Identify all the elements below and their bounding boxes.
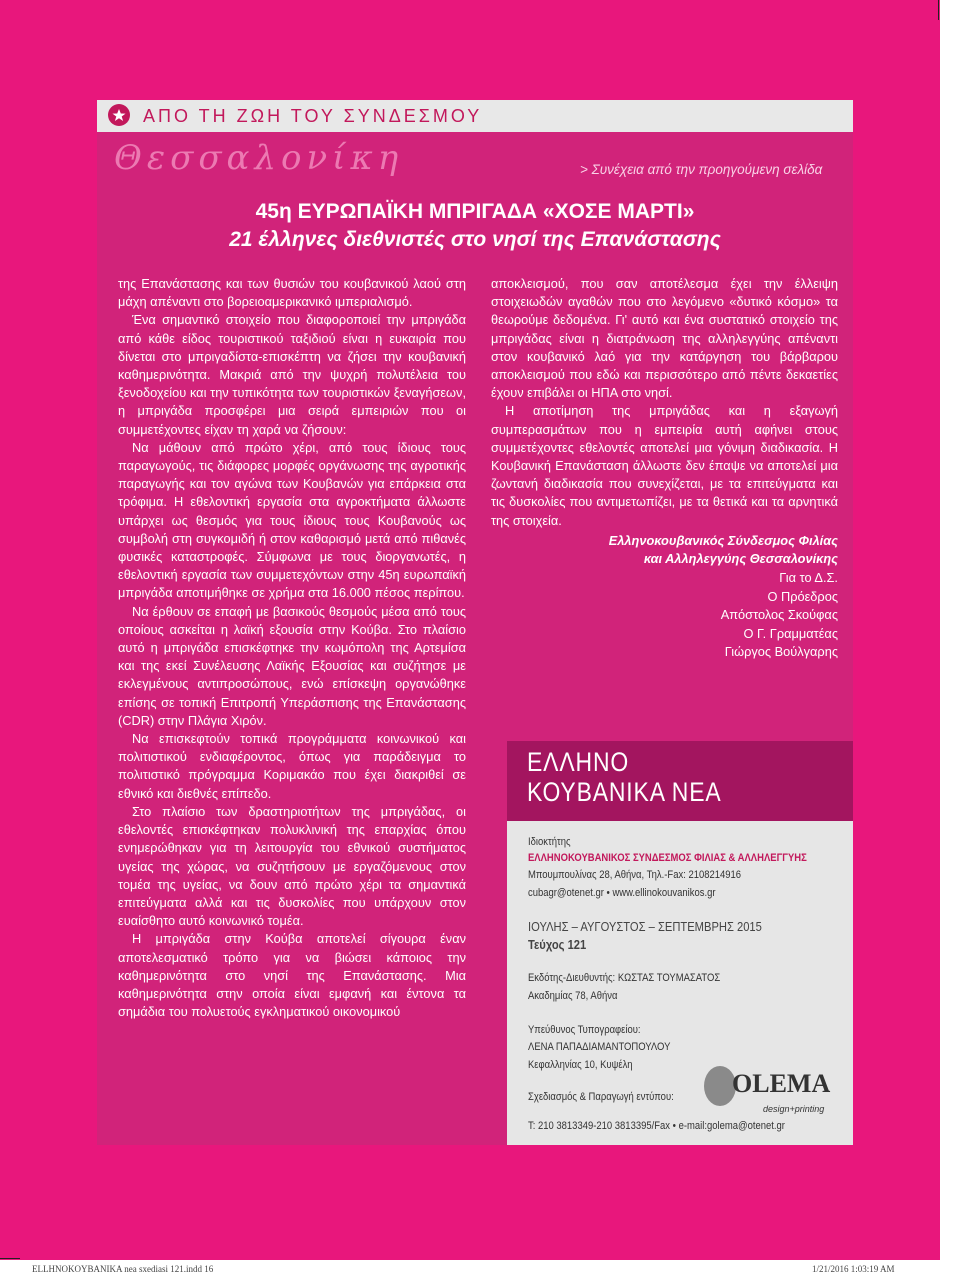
masthead-title-line2: ΚΟΥΒΑΝΙΚΑ ΝΕΑ [527,777,722,807]
paragraph: Η μπριγάδα στην Κούβα αποτελεί σίγουρα έναν αποτελεσματικό τρόπο για να βιώσει κάποιος την καθημερινότητα στο νησί της Επανάστασης. Μια καθημερινότητα στην οποία είναι εμφανή και έντονα τα σημάδια του πολυετούς εγκληματικού οικονομικού [118,931,466,1020]
city-title: Θεσσαλονίκη [114,138,404,178]
logo-text: OLEMA [732,1068,831,1098]
logo-subtitle: design+printing [763,1104,825,1114]
signature-org-line2: και Αλληλεγγύης Θεσσαλονίκης [643,551,838,567]
masthead-title [507,741,853,821]
design-label: Σχεδιασμός & Παραγωγή εντύπου: [528,1091,674,1103]
masthead-title-line1: ΕΛΛΗΝΟ [527,747,630,777]
section-label: ΑΠΟ ΤΗ ΖΩΗ ΤΟΥ ΣΥΝΔΕΣΜΟΥ [143,106,483,126]
headline-sub: 21 έλληνες διεθνιστές στο νησί της Επανάστασης [229,228,721,251]
crop-mark [0,1258,20,1259]
footer-filename: ΕLLHNOKOYBANIKA nea sxediasi 121.indd 16 [32,1264,214,1274]
paragraph: Ένα σημαντικό στοιχείο που διαφοροποιεί την μπριγάδα από κάθε είδος τουριστικού ταξιδιού είναι η ευκαιρία που δίνεται στο μπριγαδίστα-επισκέπτη να ζήσει την κουβανική καθημερινότητα. Μακριά από την ψυχρή πολυτέλεια του ξενοδοχείου και την τυπικότητα των τουριστικών ξεναγήσεων, η μπριγάδα προσφέρει μια σειρά εμπειριών που οι συμμετέχοντες είχαν τη χαρά να ζήσουν: [118,312,466,437]
printing-label: Υπεύθυνος Τυπογραφείου: [528,1024,641,1036]
continued-note: > Συνέχεια από την προηγούμενη σελίδα [580,162,823,177]
footer-timestamp: 1/21/2016 1:03:19 AM [812,1264,895,1274]
article-column-right [491,275,838,662]
paragraph: αποκλεισμού, που σαν αποτέλεσμα έχει την έλλειψη στοιχειωδών αγαθών που στο λεγόμενο «δυτικό κόσμο» τα θεωρούμε δεδομένα. Γι' αυτό και ένα συστατικό στοιχείο της μπριγάδας είναι η διατράνωση της αλληλεγγύης απέναντι στον κουβανικό λαό για την κατάργηση του βάρβαρου αποκλεισμού που εδώ και περισσότερο από πέντε δεκαετίες έχουν επιβάλει οι ΗΠΑ στο νησί. [491,276,838,401]
signature-org-line1: Ελληνοκουβανικός Σύνδεσμος Φιλίας [608,532,838,548]
golema-logo [704,1066,830,1106]
headline-main: 45η ΕΥΡΩΠΑΪΚΗ ΜΠΡΙΓΑΔΑ «ΧΟΣΕ ΜΑΡΤΙ» [255,200,695,223]
owner-address: Μπουμπουλίνας 28, Αθήνα, Τηλ.-Fax: 2108214916 [528,869,742,881]
issue-period: ΙΟΥΛΗΣ – ΑΥΓΟΥΣΤΟΣ – ΣΕΠΤΕΜΒΡΗΣ 2015 [528,919,762,934]
printing-address: Κεφαλληνίας 10, Κυψέλη [528,1059,633,1071]
paragraph: Να έρθουν σε επαφή με βασικούς θεσμούς μέσα από τους οποίους ασκείται η λαϊκή εξουσία στην Κούβα. Στο πλαίσιο αυτό η μπριγάδα επισκέφτηκε την κωμόπολη της Αρτεμίσα και της εκεί Συνέλευσης Λαϊκής Εξουσίας και συζήτησε με εκλεγμένους αντιπροσώπους, ενώ επίσκεψη οργανώθηκε επίσης σε τοπική Επιτροπή Υπεράσπισης της Επανάστασης (CDR) στην Πλάγια Χιρόν. [118,603,466,728]
owner-name: ΕΛΛΗΝΟΚΟΥΒΑΝΙΚΟΣ ΣΥΝΔΕΣΜΟΣ ΦΙΛΙΑΣ & ΑΛΛΗΛΕΓΓΥΗΣ [528,852,807,864]
publisher-address: Ακαδημίας 78, Αθήνα [528,990,618,1002]
paragraph: της Επανάστασης και των θυσιών του κουβανικού λαού στη μάχη απέναντι στο βορειοαμερικανικό ιμπεριαλισμό. [118,276,466,310]
owner-web: cubagr@otenet.gr • www.ellinokouvanikos.gr [528,887,716,899]
signature-secretary-name: Γιώργος Βούλγαρης [724,644,838,660]
publisher: Εκδότης-Διευθυντής: ΚΩΣΤΑΣ ΤΟΥΜΑΣΑΤΟΣ [528,972,721,984]
signature-secretary-title: Ο Γ. Γραμματέας [743,625,838,641]
issue-number: Τεύχος 121 [528,937,587,952]
printing-name: ΛΕΝΑ ΠΑΠΑΔΙΑΜΑΝΤΟΠΟΥΛΟΥ [528,1041,671,1053]
signature-block [491,532,838,662]
paragraph: Να επισκεφτούν τοπικά προγράμματα κοινωνικού και πολιτιστικού ενδιαφέροντος, όπως για παράδειγμα το πολιτιστικό πρόγραμμα Κοριμακάο που έχει διακριθεί σε εθνικό και διεθνές επίπεδο. [118,731,466,801]
paragraph: Η αποτίμηση της μπριγάδας και η εξαγωγή συμπερασμάτων που η εμπειρία αυτή αφήνει στους συμμετέχοντες εθελοντές αποτελεί μια γόνιμη διαδικασία. Η Κουβανική Επανάσταση άλλωστε δεν έπαψε να αποτελεί μια ζωντανή διαδικασία που συνεχίζεται, με τα επιτεύγματα και τις δυσκολίες που αντιμετωπίζει, με τα θετικά και τα αρνητικά της στοιχεία. [491,403,838,528]
signature-for: Για το Δ.Σ. [779,570,838,586]
signature-president-title: Ο Πρόεδρος [767,588,838,604]
article-column-left [118,275,466,1021]
paragraph: Να μάθουν από πρώτο χέρι, από τους ίδιους τους παραγωγούς, τις διάφορες μορφές οργάνωσης της αγροτικής παραγωγής και τον αγώνα των Κουβανών για επάρκεια στα τρόφιμα. Η εθελοντική εργασία στα αγροκτήματα άλλωστε υπάρχει ως θεσμός για τους ίδιους τους Κουβανούς ως συμβολή στη συγκομιδή ή στον καθαρισμό μετά από πιθανές φυσικές καταστροφές. Σύμφωνα με τους διοργανωτές, η εθελοντική εργασία των συμμετεχόντων στην 45η ευρωπαϊκή μπριγάδα αποτιμήθηκε σε χρήμα στα 16.000 πέσος περίπου. [118,439,466,601]
paragraph: Στο πλαίσιο των δραστηριοτήτων της μπριγάδας, οι εθελοντές επισκέφτηκαν πολυκλινική της επαρχίας όπου ενημερώθηκαν για τη λειτουργία του εθνικού συστήματος υγείας της χώρας, να συζητήσουν με εργαζόμενους στον τομέα της υγείας, να δουν από πρώτο χέρι τα σημαντικά επιτεύγματα αλλά και τις δυσκολίες που υπάρχουν στον ευαίσθητο αυτό κοινωνικό τομέα. [118,803,466,929]
owner-label: Ιδιοκτήτης [528,836,571,848]
contact-line: T: 210 3813349-210 3813395/Fax • e-mail:golema@otenet.gr [528,1120,785,1132]
crop-mark [938,0,939,20]
signature-president-name: Απόστολος Σκούφας [720,607,838,623]
star-emblem-icon [108,104,130,126]
